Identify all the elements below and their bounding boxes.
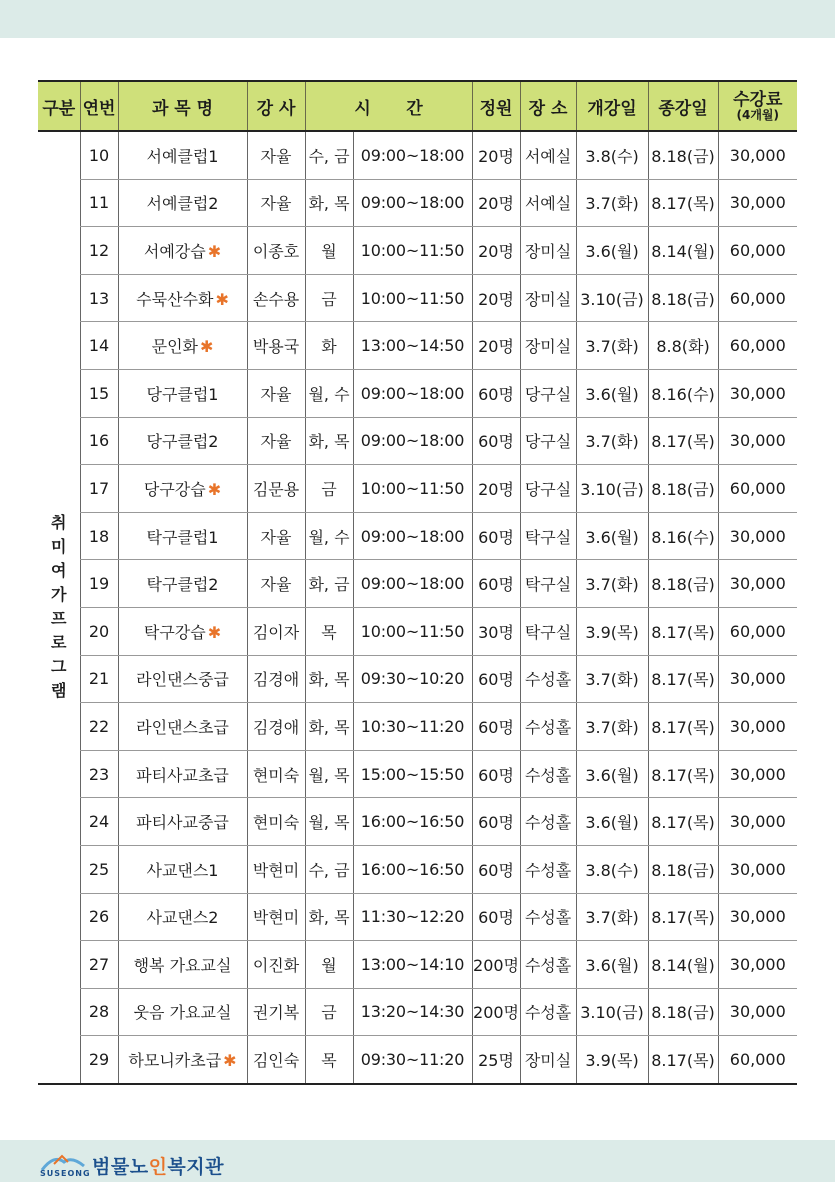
place: 수성홀	[520, 750, 576, 798]
end-date: 8.8(화)	[648, 322, 718, 370]
place: 탁구실	[520, 560, 576, 608]
fee: 30,000	[718, 560, 797, 608]
class-time: 13:20~14:30	[353, 988, 472, 1036]
category-label: 취미여가 프로그램	[51, 513, 67, 701]
class-time: 09:00~18:00	[353, 179, 472, 227]
instructor-name: 자율	[247, 417, 305, 465]
class-time: 10:00~11:50	[353, 465, 472, 513]
course-name-text: 사교댄스2	[146, 908, 219, 928]
end-date: 8.18(금)	[648, 845, 718, 893]
class-days: 금	[305, 465, 353, 513]
class-days: 화, 목	[305, 893, 353, 941]
capacity: 60명	[472, 369, 520, 417]
table-row	[38, 369, 797, 417]
instructor-name: 박용국	[247, 322, 305, 370]
instructor-name: 이진화	[247, 941, 305, 989]
course-name	[118, 893, 247, 941]
class-days: 월, 목	[305, 798, 353, 846]
end-date: 8.16(수)	[648, 512, 718, 560]
capacity: 60명	[472, 512, 520, 560]
course-name-text: 행복 가요교실	[133, 955, 232, 975]
capacity: 60명	[472, 845, 520, 893]
row-number: 27	[80, 941, 118, 989]
course-name-text: 당구클럽1	[146, 384, 219, 404]
asterisk-icon: ✱	[199, 337, 214, 357]
instructor-name: 손수용	[247, 274, 305, 322]
course-name-text: 웃음 가요교실	[133, 1003, 232, 1023]
course-name	[118, 1036, 247, 1084]
class-time: 16:00~16:50	[353, 845, 472, 893]
place: 탁구실	[520, 607, 576, 655]
course-name	[118, 988, 247, 1036]
start-date: 3.6(월)	[576, 750, 648, 798]
course-name-text: 사교댄스1	[146, 860, 219, 880]
row-number: 17	[80, 465, 118, 513]
place: 탁구실	[520, 512, 576, 560]
place: 수성홀	[520, 655, 576, 703]
capacity: 60명	[472, 655, 520, 703]
logo-korean-text: 범물노인복지관	[92, 1156, 224, 1178]
course-name	[118, 798, 247, 846]
logo-english-text: SUSEONG	[40, 1169, 91, 1178]
capacity: 20명	[472, 465, 520, 513]
end-date: 8.17(목)	[648, 750, 718, 798]
header-capacity: 정원	[472, 81, 520, 131]
course-name-text: 서예클럽1	[146, 146, 219, 166]
capacity: 60명	[472, 893, 520, 941]
fee: 30,000	[718, 655, 797, 703]
place: 당구실	[520, 369, 576, 417]
fee: 30,000	[718, 941, 797, 989]
row-number: 19	[80, 560, 118, 608]
instructor-name: 현미숙	[247, 750, 305, 798]
fee: 30,000	[718, 750, 797, 798]
end-date: 8.17(목)	[648, 607, 718, 655]
start-date: 3.7(화)	[576, 417, 648, 465]
table-row	[38, 1036, 797, 1084]
class-days: 화, 목	[305, 655, 353, 703]
asterisk-icon: ✱	[215, 289, 229, 309]
course-name-text: 당구강습	[143, 479, 206, 499]
capacity: 200명	[472, 941, 520, 989]
table-row	[38, 131, 797, 179]
fee: 30,000	[718, 131, 797, 179]
table-row	[38, 227, 797, 275]
start-date: 3.7(화)	[576, 560, 648, 608]
course-name-text: 하모니카초급	[128, 1051, 222, 1071]
header-instructor: 강 사	[247, 81, 305, 131]
header-end-date: 종강일	[648, 81, 718, 131]
instructor-name: 박현미	[247, 893, 305, 941]
start-date: 3.6(월)	[576, 227, 648, 275]
start-date: 3.7(화)	[576, 893, 648, 941]
class-time: 11:30~12:20	[353, 893, 472, 941]
capacity: 60명	[472, 703, 520, 751]
end-date: 8.17(목)	[648, 703, 718, 751]
end-date: 8.16(수)	[648, 369, 718, 417]
logo-mark-icon	[40, 1148, 91, 1178]
class-days: 수, 금	[305, 131, 353, 179]
class-time: 09:00~18:00	[353, 131, 472, 179]
instructor-name: 박현미	[247, 845, 305, 893]
start-date: 3.7(화)	[576, 703, 648, 751]
table-body	[38, 131, 797, 1084]
fee: 60,000	[718, 465, 797, 513]
class-time: 09:00~18:00	[353, 560, 472, 608]
class-days: 월, 수	[305, 369, 353, 417]
instructor-name: 김경애	[247, 703, 305, 751]
course-name	[118, 274, 247, 322]
capacity: 60명	[472, 798, 520, 846]
place: 당구실	[520, 465, 576, 513]
course-name-text: 라인댄스초급	[136, 717, 229, 737]
header-fee-label: 수강료	[733, 89, 783, 110]
header-place: 장 소	[520, 81, 576, 131]
table-row	[38, 703, 797, 751]
table-row	[38, 179, 797, 227]
class-time: 09:00~18:00	[353, 369, 472, 417]
header-fee-period: (4개월)	[736, 107, 780, 122]
class-days: 월	[305, 941, 353, 989]
end-date: 8.17(목)	[648, 655, 718, 703]
table-row	[38, 465, 797, 513]
start-date: 3.8(수)	[576, 845, 648, 893]
place: 장미실	[520, 322, 576, 370]
instructor-name: 자율	[247, 179, 305, 227]
start-date: 3.6(월)	[576, 512, 648, 560]
header-start-date: 개강일	[576, 81, 648, 131]
table-row	[38, 941, 797, 989]
class-time: 13:00~14:50	[353, 322, 472, 370]
fee: 60,000	[718, 1036, 797, 1084]
header-category: 구분	[38, 81, 80, 131]
course-name-text: 문인화	[151, 337, 198, 357]
table-row	[38, 274, 797, 322]
start-date: 3.8(수)	[576, 131, 648, 179]
place: 수성홀	[520, 703, 576, 751]
class-time: 10:30~11:20	[353, 703, 472, 751]
course-name	[118, 607, 247, 655]
place: 수성홀	[520, 893, 576, 941]
row-number: 11	[80, 179, 118, 227]
course-name	[118, 750, 247, 798]
row-number: 20	[80, 607, 118, 655]
fee: 60,000	[718, 274, 797, 322]
capacity: 25명	[472, 1036, 520, 1084]
fee: 60,000	[718, 227, 797, 275]
course-name	[118, 560, 247, 608]
row-number: 25	[80, 845, 118, 893]
course-name-text: 라인댄스중급	[136, 670, 229, 690]
document-page	[0, 38, 835, 1178]
fee: 30,000	[718, 179, 797, 227]
end-date: 8.17(목)	[648, 417, 718, 465]
end-date: 8.14(월)	[648, 941, 718, 989]
capacity: 20명	[472, 131, 520, 179]
category-cell	[38, 131, 80, 1084]
course-name-text: 탁구클럽1	[146, 527, 219, 547]
table-row	[38, 893, 797, 941]
end-date: 8.17(목)	[648, 893, 718, 941]
table-row	[38, 655, 797, 703]
place: 장미실	[520, 274, 576, 322]
capacity: 20명	[472, 227, 520, 275]
end-date: 8.18(금)	[648, 274, 718, 322]
class-days: 화, 목	[305, 417, 353, 465]
capacity: 30명	[472, 607, 520, 655]
capacity: 60명	[472, 560, 520, 608]
start-date: 3.7(화)	[576, 322, 648, 370]
capacity: 60명	[472, 750, 520, 798]
capacity: 20명	[472, 179, 520, 227]
fee: 30,000	[718, 417, 797, 465]
place: 장미실	[520, 1036, 576, 1084]
asterisk-icon: ✱	[207, 241, 222, 261]
table-header-row	[38, 81, 797, 131]
header-time: 시 간	[305, 81, 472, 131]
class-days: 목	[305, 607, 353, 655]
fee: 30,000	[718, 369, 797, 417]
asterisk-icon: ✱	[207, 622, 222, 642]
class-days: 화	[305, 322, 353, 370]
fee: 30,000	[718, 988, 797, 1036]
course-name	[118, 179, 247, 227]
class-time: 09:00~18:00	[353, 417, 472, 465]
fee: 30,000	[718, 512, 797, 560]
capacity: 200명	[472, 988, 520, 1036]
place: 수성홀	[520, 988, 576, 1036]
course-name-text: 서예강습	[143, 241, 206, 261]
table-row	[38, 512, 797, 560]
course-name-text: 파티사교중급	[136, 813, 229, 833]
capacity: 20명	[472, 322, 520, 370]
capacity: 20명	[472, 274, 520, 322]
end-date: 8.18(금)	[648, 560, 718, 608]
fee: 30,000	[718, 798, 797, 846]
course-name-text: 당구클럽2	[146, 432, 219, 452]
instructor-name: 자율	[247, 131, 305, 179]
end-date: 8.18(금)	[648, 465, 718, 513]
fee: 30,000	[718, 893, 797, 941]
class-days: 월, 수	[305, 512, 353, 560]
row-number: 23	[80, 750, 118, 798]
course-name	[118, 417, 247, 465]
instructor-name: 김문용	[247, 465, 305, 513]
class-time: 10:00~11:50	[353, 274, 472, 322]
start-date: 3.7(화)	[576, 655, 648, 703]
class-time: 16:00~16:50	[353, 798, 472, 846]
class-days: 화, 금	[305, 560, 353, 608]
course-name	[118, 131, 247, 179]
class-days: 월, 목	[305, 750, 353, 798]
table-row	[38, 560, 797, 608]
place: 당구실	[520, 417, 576, 465]
start-date: 3.7(화)	[576, 179, 648, 227]
row-number: 12	[80, 227, 118, 275]
place: 수성홀	[520, 941, 576, 989]
course-name	[118, 941, 247, 989]
row-number: 15	[80, 369, 118, 417]
table-row	[38, 988, 797, 1036]
class-days: 화, 목	[305, 179, 353, 227]
start-date: 3.10(금)	[576, 988, 648, 1036]
place: 수성홀	[520, 798, 576, 846]
place: 수성홀	[520, 845, 576, 893]
course-name	[118, 703, 247, 751]
course-name-text: 서예클럽2	[146, 194, 219, 214]
place: 서예실	[520, 179, 576, 227]
course-name	[118, 512, 247, 560]
instructor-name: 현미숙	[247, 798, 305, 846]
fee: 60,000	[718, 607, 797, 655]
asterisk-icon: ✱	[223, 1051, 237, 1071]
class-time: 15:00~15:50	[353, 750, 472, 798]
row-number: 28	[80, 988, 118, 1036]
end-date: 8.17(목)	[648, 798, 718, 846]
class-time: 10:00~11:50	[353, 227, 472, 275]
instructor-name: 김경애	[247, 655, 305, 703]
table-row	[38, 417, 797, 465]
table-row	[38, 322, 797, 370]
course-name-text: 탁구클럽2	[146, 575, 219, 595]
footer-logo	[40, 1144, 224, 1178]
instructor-name: 자율	[247, 369, 305, 417]
end-date: 8.14(월)	[648, 227, 718, 275]
end-date: 8.18(금)	[648, 131, 718, 179]
row-number: 24	[80, 798, 118, 846]
course-name-text: 탁구강습	[143, 622, 206, 642]
instructor-name: 자율	[247, 560, 305, 608]
table-row	[38, 750, 797, 798]
header-course: 과 목 명	[118, 81, 247, 131]
course-name-text: 파티사교초급	[136, 765, 229, 785]
class-days: 금	[305, 274, 353, 322]
asterisk-icon: ✱	[207, 479, 222, 499]
start-date: 3.9(목)	[576, 607, 648, 655]
row-number: 18	[80, 512, 118, 560]
class-time: 09:30~10:20	[353, 655, 472, 703]
class-days: 금	[305, 988, 353, 1036]
program-schedule-table	[38, 80, 797, 1085]
course-name	[118, 369, 247, 417]
fee: 30,000	[718, 703, 797, 751]
end-date: 8.17(목)	[648, 1036, 718, 1084]
header-fee	[718, 81, 797, 131]
row-number: 13	[80, 274, 118, 322]
row-number: 22	[80, 703, 118, 751]
instructor-name: 권기복	[247, 988, 305, 1036]
row-number: 21	[80, 655, 118, 703]
start-date: 3.9(목)	[576, 1036, 648, 1084]
table-row	[38, 798, 797, 846]
start-date: 3.6(월)	[576, 941, 648, 989]
class-time: 09:00~18:00	[353, 512, 472, 560]
row-number: 14	[80, 322, 118, 370]
class-time: 10:00~11:50	[353, 607, 472, 655]
course-name-text: 수묵산수화	[136, 289, 214, 309]
row-number: 10	[80, 131, 118, 179]
class-days: 화, 목	[305, 703, 353, 751]
start-date: 3.6(월)	[576, 369, 648, 417]
start-date: 3.10(금)	[576, 465, 648, 513]
instructor-name: 이종호	[247, 227, 305, 275]
row-number: 16	[80, 417, 118, 465]
instructor-name: 자율	[247, 512, 305, 560]
course-name	[118, 845, 247, 893]
course-name	[118, 227, 247, 275]
class-time: 09:30~11:20	[353, 1036, 472, 1084]
fee: 30,000	[718, 845, 797, 893]
row-number: 29	[80, 1036, 118, 1084]
course-name	[118, 322, 247, 370]
end-date: 8.17(목)	[648, 179, 718, 227]
row-number: 26	[80, 893, 118, 941]
course-name	[118, 655, 247, 703]
class-days: 수, 금	[305, 845, 353, 893]
instructor-name: 김이자	[247, 607, 305, 655]
class-time: 13:00~14:10	[353, 941, 472, 989]
place: 장미실	[520, 227, 576, 275]
capacity: 60명	[472, 417, 520, 465]
table-row	[38, 845, 797, 893]
class-days: 월	[305, 227, 353, 275]
table-row	[38, 607, 797, 655]
fee: 60,000	[718, 322, 797, 370]
class-days: 목	[305, 1036, 353, 1084]
course-name	[118, 465, 247, 513]
header-number: 연번	[80, 81, 118, 131]
start-date: 3.10(금)	[576, 274, 648, 322]
instructor-name: 김인숙	[247, 1036, 305, 1084]
end-date: 8.18(금)	[648, 988, 718, 1036]
start-date: 3.6(월)	[576, 798, 648, 846]
place: 서예실	[520, 131, 576, 179]
